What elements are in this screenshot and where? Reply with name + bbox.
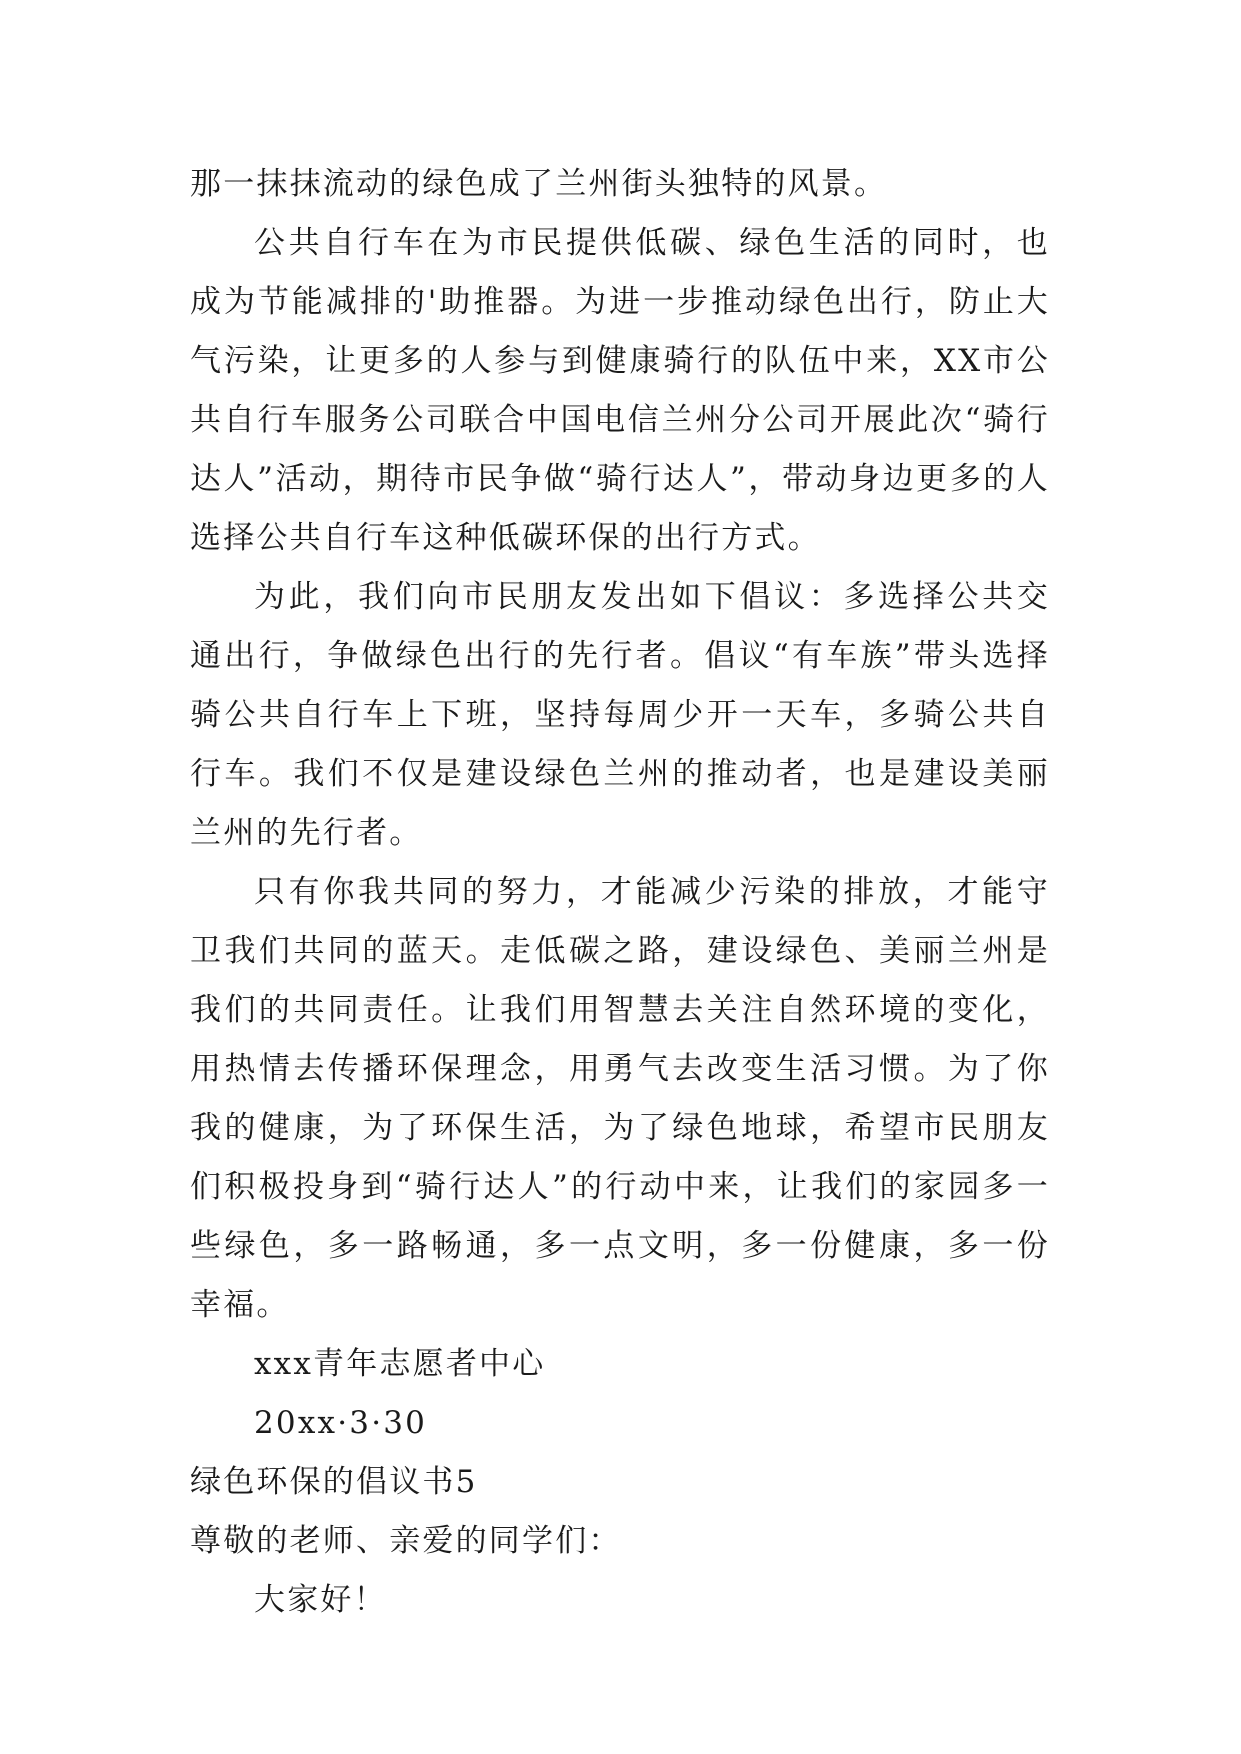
signature-org: xxx青年志愿者中心 [254, 1346, 546, 1382]
section-title: 绿色环保的倡议书5 [190, 1464, 478, 1500]
paragraph-call-to-action: 只有你我共同的努力，才能减少污染的排放，才能守卫我们共同的蓝天。走低碳之路，建设绿色、美丽兰州是我们的共同责任。让我们用智慧去关注自然环境的变化，用热情去传播环保理念，用勇气去改变生活习惯。为了你我的健康，为了环保生活，为了绿色地球，希望市民朋友们积极投身到“骑行达人”的行动中来，让我们的家园多一些绿色，多一路畅通，多一点文明，多一份健康，多一份幸福。 [190, 874, 1050, 1323]
greeting: 大家好！ [254, 1582, 387, 1618]
paragraph-bike-intro: 公共自行车在为市民提供低碳、绿色生活的同时，也成为节能减排的'助推器。为进一步推动绿色出行，防止大气污染，让更多的人参与到健康骑行的队伍中来，XX市公共自行车服务公司联合中国电信兰州分公司开展此次“骑行达人”活动，期待市民争做“骑行达人”，带动身边更多的人选择公共自行车这种低碳环保的出行方式。 [190, 225, 1050, 556]
salutation: 尊敬的老师、亲爱的同学们： [190, 1523, 622, 1559]
document-body [190, 155, 1050, 1630]
paragraph-proposal: 为此，我们向市民朋友发出如下倡议：多选择公共交通出行，争做绿色出行的先行者。倡议“有车族”带头选择骑公共自行车上下班，坚持每周少开一天车，多骑公共自行车。我们不仅是建设绿色兰州的推动者，也是建设美丽兰州的先行者。 [190, 579, 1050, 851]
paragraph-continuation: 那一抹抹流动的绿色成了兰州街头独特的风景。 [190, 166, 888, 202]
signature-date: 20xx·3·30 [254, 1405, 428, 1441]
